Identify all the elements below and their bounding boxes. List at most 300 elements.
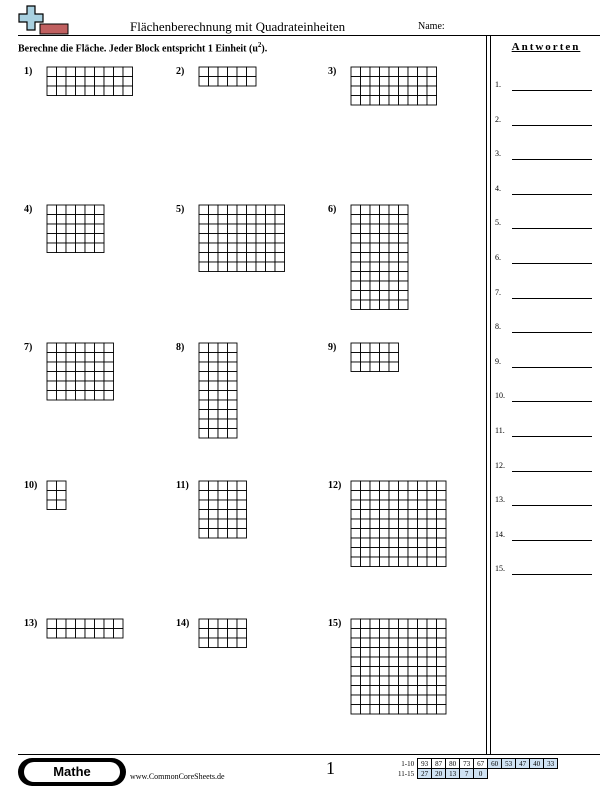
answer-label-10: 10.	[495, 391, 505, 401]
unit-square	[209, 638, 219, 648]
unit-square	[427, 86, 437, 96]
unit-square	[370, 695, 380, 705]
answer-line-2[interactable]	[512, 125, 592, 126]
unit-square	[361, 519, 371, 529]
problem-label-5: 5)	[176, 204, 185, 215]
unit-square	[361, 557, 371, 567]
unit-square	[389, 510, 399, 520]
unit-square	[57, 481, 67, 491]
site-url: www.CommonCoreSheets.de	[130, 772, 225, 781]
unit-square	[437, 648, 447, 658]
problem-label-4: 4)	[24, 204, 33, 215]
unit-grid-11	[198, 480, 248, 539]
unit-square	[361, 648, 371, 658]
unit-square	[95, 205, 105, 215]
unit-square	[389, 343, 399, 353]
unit-square	[408, 619, 418, 629]
unit-square	[380, 224, 390, 234]
unit-square	[228, 410, 238, 420]
unit-square	[427, 648, 437, 658]
unit-square	[361, 667, 371, 677]
unit-square	[389, 86, 399, 96]
unit-square	[275, 224, 285, 234]
answer-line-7[interactable]	[512, 298, 592, 299]
unit-square	[85, 77, 95, 87]
unit-square	[66, 353, 76, 363]
answer-label-3: 3.	[495, 149, 501, 159]
unit-square	[427, 629, 437, 639]
unit-square	[351, 629, 361, 639]
unit-square	[228, 500, 238, 510]
unit-square	[427, 695, 437, 705]
answer-column-divider-inner	[490, 36, 491, 754]
problem-label-12: 12)	[328, 480, 342, 491]
unit-square	[437, 510, 447, 520]
unit-square	[399, 234, 409, 244]
unit-square	[76, 391, 86, 401]
unit-square	[427, 67, 437, 77]
unit-square	[66, 243, 76, 253]
unit-square	[437, 657, 447, 667]
unit-square	[256, 234, 266, 244]
unit-square	[199, 253, 209, 263]
unit-square	[399, 548, 409, 558]
unit-square	[437, 667, 447, 677]
unit-square	[228, 638, 238, 648]
answer-line-3[interactable]	[512, 159, 592, 160]
unit-square	[427, 510, 437, 520]
answer-label-4: 4.	[495, 183, 501, 193]
unit-square	[380, 657, 390, 667]
unit-square	[408, 648, 418, 658]
unit-square	[399, 686, 409, 696]
unit-square	[57, 381, 67, 391]
unit-square	[399, 619, 409, 629]
key-cell: 20	[432, 769, 446, 779]
unit-square	[427, 491, 437, 501]
unit-square	[218, 381, 228, 391]
unit-square	[408, 667, 418, 677]
answer-line-13[interactable]	[512, 505, 592, 506]
answer-label-14: 14.	[495, 529, 505, 539]
unit-square	[380, 538, 390, 548]
unit-square	[370, 353, 380, 363]
answer-line-14[interactable]	[512, 540, 592, 541]
unit-square	[209, 391, 219, 401]
answer-line-8[interactable]	[512, 332, 592, 333]
unit-square	[399, 648, 409, 658]
answer-label-6: 6.	[495, 253, 501, 262]
unit-square	[47, 205, 57, 215]
unit-square	[380, 667, 390, 677]
unit-square	[370, 538, 380, 548]
unit-square	[95, 362, 105, 372]
unit-square	[57, 491, 67, 501]
unit-square	[361, 205, 371, 215]
unit-grid-8	[198, 342, 238, 439]
unit-square	[380, 676, 390, 686]
unit-square	[85, 353, 95, 363]
unit-square	[389, 234, 399, 244]
answer-label-8: 8.	[495, 322, 501, 332]
unit-square	[399, 500, 409, 510]
unit-square	[228, 253, 238, 263]
unit-square	[228, 529, 238, 539]
unit-square	[380, 481, 390, 491]
answer-line-10[interactable]	[512, 401, 592, 402]
header-divider	[18, 35, 600, 36]
unit-square	[399, 657, 409, 667]
unit-square	[218, 353, 228, 363]
unit-square	[389, 243, 399, 253]
unit-square	[228, 243, 238, 253]
unit-square	[370, 491, 380, 501]
key-row-1-10	[396, 759, 558, 769]
unit-square	[361, 510, 371, 520]
unit-square	[361, 548, 371, 558]
unit-grid-1	[46, 66, 134, 97]
unit-square	[361, 77, 371, 87]
unit-square	[351, 500, 361, 510]
unit-square	[256, 224, 266, 234]
unit-square	[57, 372, 67, 382]
unit-square	[47, 224, 57, 234]
unit-square	[408, 529, 418, 539]
unit-square	[218, 224, 228, 234]
unit-square	[408, 86, 418, 96]
unit-square	[247, 234, 257, 244]
unit-square	[399, 667, 409, 677]
answer-line-6[interactable]	[512, 263, 592, 264]
unit-square	[380, 353, 390, 363]
unit-square	[57, 86, 67, 96]
unit-square	[399, 705, 409, 715]
unit-square	[95, 67, 105, 77]
unit-square	[351, 77, 361, 87]
unit-square	[228, 224, 238, 234]
unit-square	[95, 234, 105, 244]
unit-square	[437, 491, 447, 501]
unit-square	[351, 557, 361, 567]
answer-line-11[interactable]	[512, 436, 592, 437]
unit-square	[237, 253, 247, 263]
unit-square	[351, 638, 361, 648]
unit-square	[218, 391, 228, 401]
unit-square	[370, 300, 380, 310]
unit-square	[218, 510, 228, 520]
unit-square	[209, 362, 219, 372]
unit-square	[408, 629, 418, 639]
unit-square	[85, 362, 95, 372]
problem-label-3: 3)	[328, 66, 337, 77]
unit-square	[237, 510, 247, 520]
unit-square	[380, 86, 390, 96]
unit-square	[351, 272, 361, 282]
unit-square	[427, 686, 437, 696]
unit-square	[57, 243, 67, 253]
unit-square	[437, 695, 447, 705]
answer-line-5[interactable]	[512, 228, 592, 229]
unit-square	[47, 234, 57, 244]
unit-square	[209, 234, 219, 244]
unit-square	[351, 529, 361, 539]
unit-square	[237, 481, 247, 491]
unit-square	[228, 619, 238, 629]
name-label: Name:	[418, 21, 445, 32]
unit-square	[361, 262, 371, 272]
unit-square	[418, 481, 428, 491]
unit-square	[199, 529, 209, 539]
unit-square	[57, 362, 67, 372]
unit-square	[76, 205, 86, 215]
key-cell: 73	[460, 759, 474, 769]
unit-square	[380, 686, 390, 696]
unit-square	[380, 272, 390, 282]
problem-label-13: 13)	[24, 618, 38, 629]
unit-square	[418, 686, 428, 696]
unit-square	[237, 262, 247, 272]
unit-square	[380, 491, 390, 501]
unit-square	[237, 77, 247, 87]
unit-square	[95, 343, 105, 353]
unit-grid-4	[46, 204, 105, 254]
unit-square	[218, 419, 228, 429]
unit-square	[389, 205, 399, 215]
answer-key-table	[396, 758, 558, 779]
unit-square	[228, 381, 238, 391]
unit-square	[209, 224, 219, 234]
unit-square	[380, 281, 390, 291]
unit-square	[57, 391, 67, 401]
unit-square	[389, 538, 399, 548]
unit-square	[408, 638, 418, 648]
unit-square	[427, 96, 437, 106]
unit-square	[370, 205, 380, 215]
unit-square	[380, 695, 390, 705]
unit-square	[76, 353, 86, 363]
unit-square	[85, 86, 95, 96]
unit-square	[399, 529, 409, 539]
unit-square	[408, 705, 418, 715]
key-cell: 67	[474, 759, 488, 769]
unit-square	[437, 629, 447, 639]
unit-square	[408, 96, 418, 106]
unit-square	[66, 362, 76, 372]
unit-square	[85, 629, 95, 639]
unit-square	[114, 619, 124, 629]
unit-square	[199, 638, 209, 648]
footer-divider	[18, 754, 600, 755]
unit-square	[370, 510, 380, 520]
unit-square	[266, 205, 276, 215]
unit-square	[380, 77, 390, 87]
unit-square	[427, 519, 437, 529]
unit-square	[408, 557, 418, 567]
unit-square	[437, 519, 447, 529]
unit-square	[380, 619, 390, 629]
unit-square	[95, 391, 105, 401]
unit-square	[199, 519, 209, 529]
unit-square	[427, 705, 437, 715]
unit-square	[66, 619, 76, 629]
unit-square	[199, 343, 209, 353]
unit-square	[361, 291, 371, 301]
unit-square	[57, 234, 67, 244]
unit-square	[95, 629, 105, 639]
unit-square	[199, 77, 209, 87]
answer-column-divider	[486, 36, 487, 754]
unit-square	[389, 96, 399, 106]
unit-square	[199, 353, 209, 363]
unit-square	[218, 481, 228, 491]
unit-square	[85, 381, 95, 391]
unit-square	[199, 500, 209, 510]
unit-square	[351, 215, 361, 225]
key-cell: 80	[446, 759, 460, 769]
unit-square	[418, 529, 428, 539]
unit-square	[418, 96, 428, 106]
answer-line-12[interactable]	[512, 471, 592, 472]
unit-square	[114, 77, 124, 87]
unit-square	[85, 205, 95, 215]
unit-square	[418, 629, 428, 639]
unit-square	[275, 243, 285, 253]
unit-square	[218, 638, 228, 648]
unit-square	[199, 419, 209, 429]
unit-square	[209, 253, 219, 263]
answer-line-15[interactable]	[512, 574, 592, 575]
unit-square	[218, 491, 228, 501]
unit-square	[247, 77, 257, 87]
key-cell: 7	[460, 769, 474, 779]
unit-square	[209, 491, 219, 501]
unit-square	[418, 557, 428, 567]
answer-line-4[interactable]	[512, 194, 592, 195]
unit-square	[199, 400, 209, 410]
unit-square	[266, 234, 276, 244]
unit-square	[228, 400, 238, 410]
unit-square	[408, 510, 418, 520]
unit-square	[399, 281, 409, 291]
unit-square	[427, 638, 437, 648]
unit-square	[380, 548, 390, 558]
unit-square	[209, 419, 219, 429]
unit-square	[361, 343, 371, 353]
unit-square	[247, 224, 257, 234]
unit-square	[218, 77, 228, 87]
unit-square	[380, 519, 390, 529]
unit-square	[437, 619, 447, 629]
unit-square	[408, 686, 418, 696]
unit-square	[380, 362, 390, 372]
unit-grid-10	[46, 480, 67, 511]
unit-square	[237, 500, 247, 510]
unit-square	[361, 638, 371, 648]
unit-square	[218, 619, 228, 629]
unit-grid-13	[46, 618, 124, 639]
unit-square	[389, 300, 399, 310]
unit-square	[389, 557, 399, 567]
unit-square	[199, 410, 209, 420]
unit-square	[437, 638, 447, 648]
unit-square	[218, 372, 228, 382]
unit-square	[47, 491, 57, 501]
unit-square	[389, 519, 399, 529]
answer-line-9[interactable]	[512, 367, 592, 368]
unit-square	[361, 67, 371, 77]
unit-square	[256, 205, 266, 215]
unit-square	[389, 77, 399, 87]
answer-line-1[interactable]	[512, 90, 592, 91]
unit-square	[57, 500, 67, 510]
unit-square	[228, 510, 238, 520]
unit-square	[218, 234, 228, 244]
unit-square	[66, 391, 76, 401]
unit-square	[408, 491, 418, 501]
unit-square	[351, 205, 361, 215]
unit-square	[380, 638, 390, 648]
unit-square	[389, 676, 399, 686]
unit-square	[380, 648, 390, 658]
unit-square	[218, 262, 228, 272]
unit-square	[123, 86, 133, 96]
unit-square	[437, 481, 447, 491]
unit-grid-5	[198, 204, 286, 273]
unit-square	[104, 353, 114, 363]
unit-square	[351, 224, 361, 234]
unit-square	[380, 557, 390, 567]
unit-square	[228, 362, 238, 372]
unit-square	[389, 619, 399, 629]
unit-square	[418, 648, 428, 658]
unit-square	[199, 243, 209, 253]
unit-square	[266, 215, 276, 225]
unit-square	[370, 705, 380, 715]
unit-square	[218, 429, 228, 439]
unit-square	[437, 529, 447, 539]
unit-square	[389, 500, 399, 510]
unit-square	[228, 205, 238, 215]
unit-square	[66, 86, 76, 96]
unit-square	[237, 529, 247, 539]
key-cell: 93	[418, 759, 432, 769]
unit-square	[351, 362, 361, 372]
unit-square	[361, 353, 371, 363]
unit-square	[66, 215, 76, 225]
unit-square	[399, 224, 409, 234]
unit-square	[256, 262, 266, 272]
key-cell: 60	[488, 759, 502, 769]
unit-square	[66, 205, 76, 215]
unit-square	[209, 510, 219, 520]
unit-square	[399, 491, 409, 501]
unit-square	[104, 372, 114, 382]
unit-square	[57, 215, 67, 225]
unit-square	[370, 281, 380, 291]
unit-square	[85, 372, 95, 382]
unit-square	[380, 253, 390, 263]
unit-square	[237, 224, 247, 234]
problem-label-8: 8)	[176, 342, 185, 353]
unit-square	[361, 686, 371, 696]
unit-square	[370, 234, 380, 244]
unit-square	[389, 667, 399, 677]
unit-grid-6	[350, 204, 409, 311]
unit-square	[418, 491, 428, 501]
unit-square	[437, 557, 447, 567]
unit-square	[399, 695, 409, 705]
unit-grid-3	[350, 66, 438, 106]
